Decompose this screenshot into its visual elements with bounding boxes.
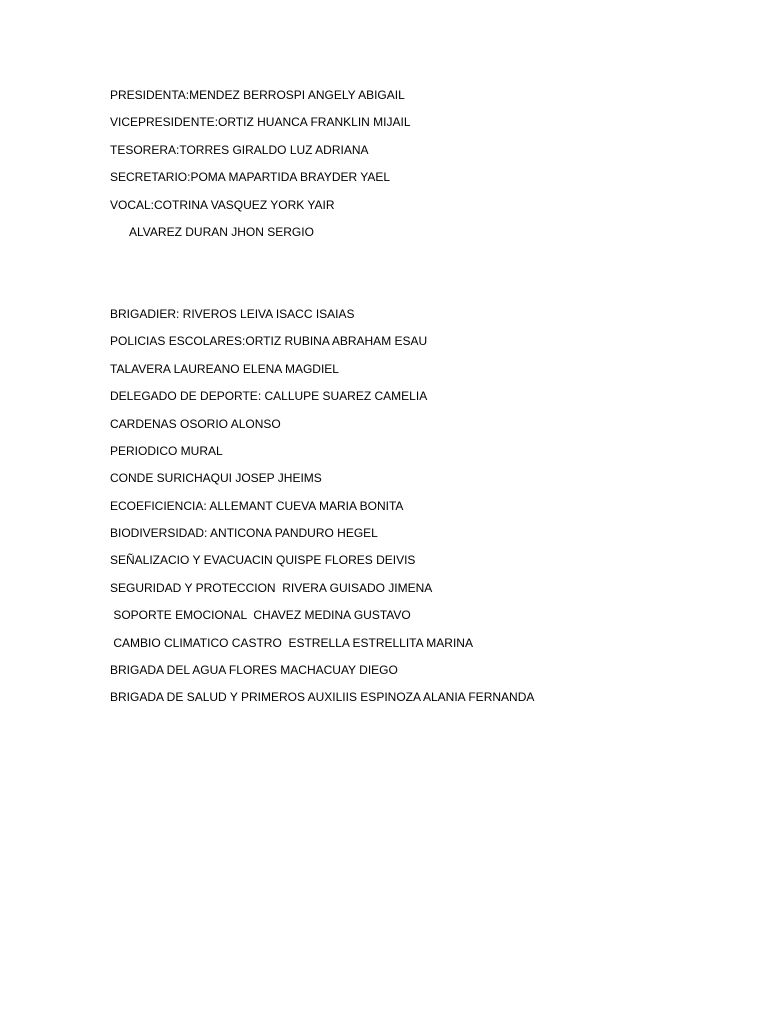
- brigade-line-agua: BRIGADA DEL AGUA FLORES MACHACUAY DIEGO: [110, 663, 398, 677]
- brigade-line-biodiversidad: BIODIVERSIDAD: ANTICONA PANDURO HEGEL: [110, 526, 378, 540]
- officer-line-secretario: SECRETARIO:POMA MAPARTIDA BRAYDER YAEL: [110, 170, 391, 184]
- brigade-line-soporte-emocional: SOPORTE EMOCIONAL CHAVEZ MEDINA GUSTAVO: [110, 608, 411, 622]
- brigade-line-policias-second: TALAVERA LAUREANO ELENA MAGDIEL: [110, 362, 339, 376]
- officer-line-presidenta: PRESIDENTA:MENDEZ BERROSPI ANGELY ABIGAIL: [110, 88, 405, 102]
- officer-line-vocal-second: ALVAREZ DURAN JHON SERGIO: [129, 225, 314, 239]
- brigade-line-deporte-second: CARDENAS OSORIO ALONSO: [110, 417, 281, 431]
- brigade-line-cambio-climatico: CAMBIO CLIMATICO CASTRO ESTRELLA ESTRELLITA MARINA: [110, 636, 473, 650]
- brigade-line-policias-escolares: POLICIAS ESCOLARES:ORTIZ RUBINA ABRAHAM ESAU: [110, 334, 428, 348]
- officer-line-tesorera: TESORERA:TORRES GIRALDO LUZ ADRIANA: [110, 143, 369, 157]
- brigade-line-deporte: DELEGADO DE DEPORTE: CALLUPE SUAREZ CAMELIA: [110, 389, 428, 403]
- brigade-line-seguridad: SEGURIDAD Y PROTECCION RIVERA GUISADO JIMENA: [110, 581, 433, 595]
- brigade-line-ecoeficiencia: ECOEFICIENCIA: ALLEMANT CUEVA MARIA BONITA: [110, 499, 404, 513]
- brigade-line-brigadier: BRIGADIER: RIVEROS LEIVA ISACC ISAIAS: [110, 307, 355, 321]
- brigade-line-salud: BRIGADA DE SALUD Y PRIMEROS AUXILIIS ESPINOZA ALANIA FERNANDA: [110, 690, 535, 704]
- officer-line-vicepresidente: VICEPRESIDENTE:ORTIZ HUANCA FRANKLIN MIJAIL: [110, 115, 411, 129]
- brigade-line-senalizacion: SEÑALIZACIO Y EVACUACIN QUISPE FLORES DEIVIS: [110, 553, 416, 567]
- brigade-line-periodico-mural: PERIODICO MURAL: [110, 444, 223, 458]
- brigade-line-periodico-member: CONDE SURICHAQUI JOSEP JHEIMS: [110, 471, 322, 485]
- officer-line-vocal: VOCAL:COTRINA VASQUEZ YORK YAIR: [110, 198, 335, 212]
